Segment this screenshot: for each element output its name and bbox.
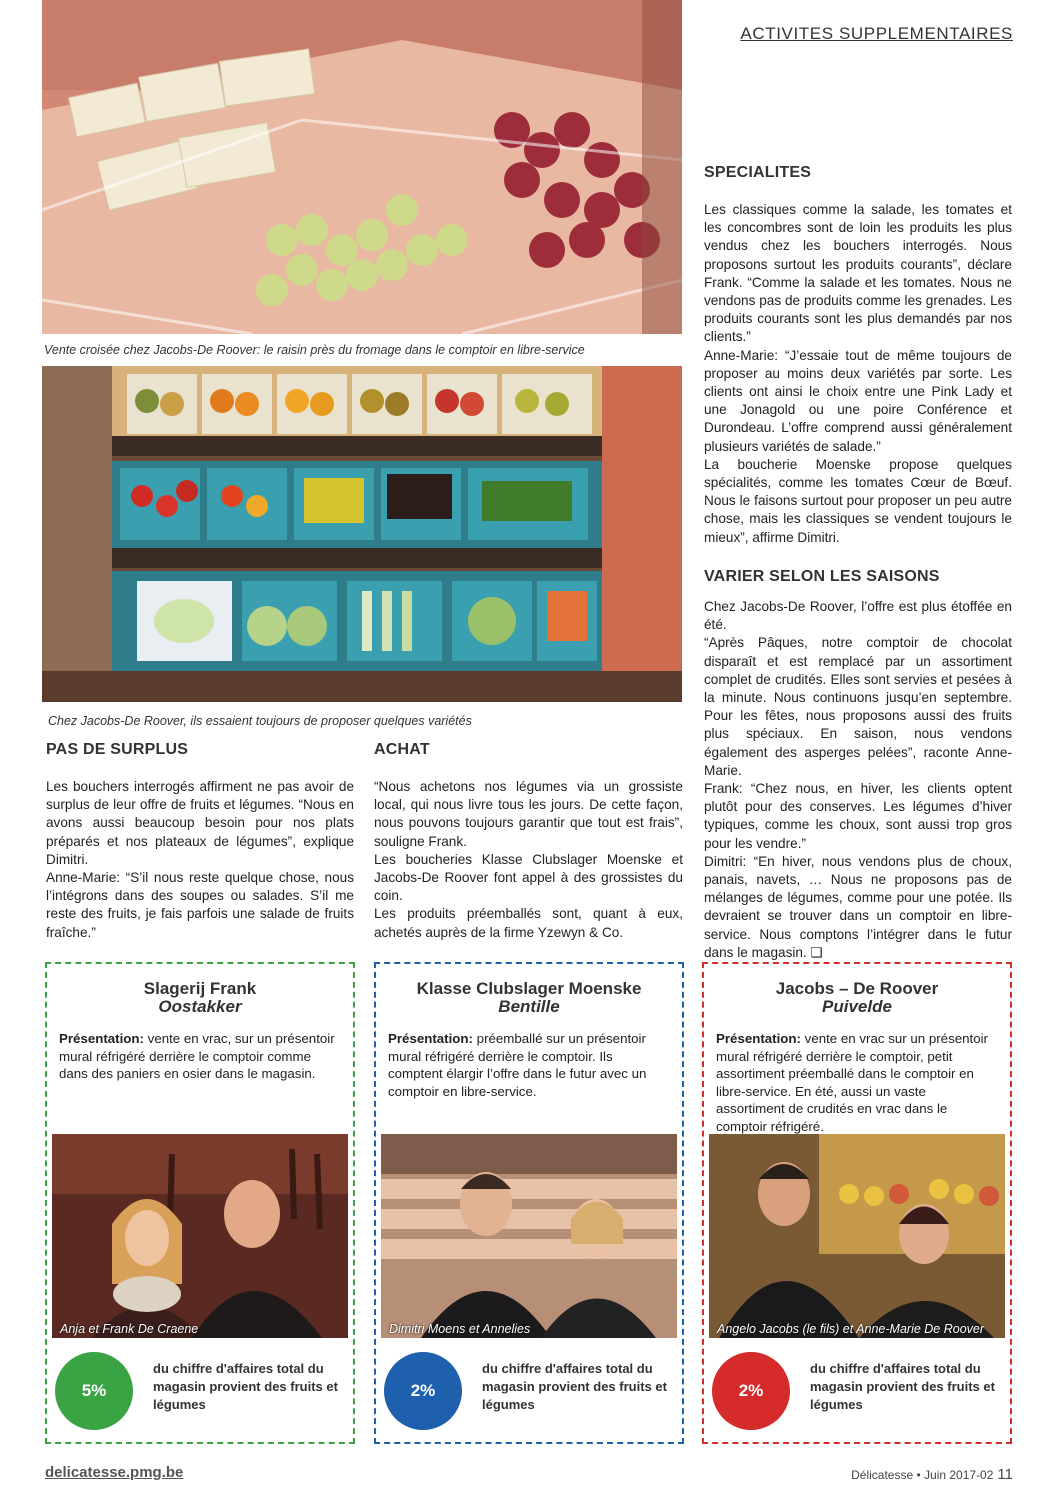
shop-box-jacobs-de-roover (702, 962, 1012, 1444)
paragraph: Frank: “Chez nous, en hiver, les clients optent plutôt pour des conserves. Les légumes d’hiver typiques, comme les choux, sont aussi trop gros pour les vendre.” (704, 781, 1012, 851)
paragraph: La boucherie Moenske propose quelques spécialités, comme les tomates Cœur de Bœuf. Nous le faisons surtout pour proposer un peu autre chose, mais les classiques se vendent toujours le mieux”, affirme Dimitri. (704, 456, 1012, 545)
photo-caption-top: Vente croisée chez Jacobs-De Roover: le raisin près du fromage dans le comptoir en libre-service (44, 343, 585, 357)
website-link[interactable]: delicatesse.pmg.be (45, 1464, 184, 1481)
percentage-badge: 5% (55, 1352, 133, 1430)
shop-name (376, 980, 682, 1016)
article-achat (374, 778, 683, 942)
presentation-label: Présentation: (716, 1031, 801, 1046)
percentage-badge: 2% (384, 1352, 462, 1430)
photo-caption: Dimitri Moens et Annelies (389, 1322, 531, 1336)
article-specialites (704, 201, 1012, 547)
paragraph: Les produits préemballés sont, quant à eux, achetés auprès de la firme Yzewyn & Co. (374, 906, 683, 940)
paragraph: “Après Pâques, notre comptoir de chocolat disparaît et est remplacé par un assortiment complet de crudités. Elles sont servies et pesées à la minute. Nous continuons jusqu’en septembre. Pour les fêtes, nous proposons aussi des fruits plus spéciaux. En saison, nous vendons également des asperges pelées”, raconte Anne-Marie. (704, 635, 1012, 778)
shop-presentation (388, 1030, 670, 1100)
issue-label: Délicatesse • Juin 2017-02 (851, 1468, 994, 1482)
photo-grapes-cheese-display (42, 0, 682, 334)
shop-title: Klasse Clubslager Moenske (416, 979, 642, 998)
percentage-description: du chiffre d'affaires total du magasin provient des fruits et légumes (153, 1361, 338, 1412)
percentage-badge: 2% (712, 1352, 790, 1430)
shop-location: Oostakker (158, 997, 242, 1016)
section-label: ACTIVITES SUPPLEMENTAIRES (740, 24, 1013, 43)
presentation-text: préemballé sur un présentoir mural réfrigéré derrière le comptoir. Ils comptent élargir l’offre dans le futur avec un comptoir en libre-service. (388, 1031, 647, 1099)
shop-location: Bentille (498, 997, 560, 1016)
paragraph: Chez Jacobs-De Roover, l’offre est plus étoffée en été. (704, 599, 1012, 633)
article-varier-selon-les-saisons (704, 598, 1012, 962)
shop-presentation (59, 1030, 341, 1083)
page-footer (851, 1466, 1013, 1483)
shop-photo (709, 1134, 1005, 1338)
paragraph: Anne-Marie: “J’essaie tout de même toujours de proposer au moins deux variétés par sorte. Les clients ont ainsi le choix entre une Pink Lady et une Jonagold ou une poire Conférence et Durondeau. L’offre comprend aussi généralement plusieurs variétés de salade.” (704, 347, 1012, 454)
photo-vegetable-shelves (42, 366, 682, 702)
paragraph: Anne-Marie: “S’il nous reste quelque chose, nous l’intégrons dans des soupes ou salades. S’il me reste des fruits, je fais parfois une salade de fruits fraîche.” (46, 870, 354, 940)
paragraph: Les bouchers interrogés affirment ne pas avoir de surplus de leur offre de fruits et légumes. “Nous en avons aussi beaucoup besoin pour nos plats préparés et nos plateaux de légumes”, explique Dimitri. (46, 779, 354, 867)
paragraph: Les classiques comme la salade, les tomates et les concombres sont de loin les produits les plus vendus chez les bouchers interrogés. Nous proposons surtout les produits courants”, déclare Frank. “Comme la salade et les tomates. Nous ne vendons pas de produits comme les grenades. Les produits courants sont les plus demandés par nos clients.” (704, 202, 1012, 345)
presentation-label: Présentation: (388, 1031, 473, 1046)
paragraph: Dimitri: “En hiver, nous vendons plus de choux, panais, navets, … Nous ne proposons pas de mélanges de légumes, comme pour une potée. Ils devraient se trouver dans un comptoir en libre-service. Nous comptons l’intégrer dans le futur dans le magasin. ❑ (704, 853, 1012, 960)
section-title-achat: ACHAT (374, 741, 430, 758)
shop-name (47, 980, 353, 1016)
photo-caption-middle: Chez Jacobs-De Roover, ils essaient toujours de proposer quelques variétés (48, 714, 472, 728)
paragraph: “Nous achetons nos légumes via un grossiste local, qui nous livre tous les jours. De cette façon, nous pouvons toujours garantir que tout est frais”, souligne Frank. (374, 779, 683, 849)
presentation-text: vente en vrac sur un présentoir mural réfrigéré derrière le comptoir, petit assortiment préemballé dans le comptoir en libre-service. En été, aussi un vaste assortiment de crudités en vrac dans le comptoir réfrigéré. (716, 1031, 988, 1134)
shop-presentation (716, 1030, 998, 1135)
shop-title: Slagerij Frank (143, 979, 257, 998)
section-title-specialites: SPECIALITES (704, 164, 812, 181)
percentage-description: du chiffre d'affaires total du magasin provient des fruits et légumes (810, 1361, 995, 1412)
shop-photo (381, 1134, 677, 1338)
page-number: 11 (997, 1466, 1013, 1483)
shop-box-klasse-clubslager-moenske (374, 962, 684, 1444)
percentage-description: du chiffre d'affaires total du magasin provient des fruits et légumes (482, 1361, 667, 1412)
shop-title: Jacobs – De Roover (775, 979, 939, 998)
paragraph: Les boucheries Klasse Clubslager Moenske et Jacobs-De Roover font appel à des grossistes du coin. (374, 851, 683, 904)
section-title-pas-de-surplus: PAS DE SURPLUS (46, 741, 189, 758)
shop-box-slagerij-frank (45, 962, 355, 1444)
photo-caption: Angelo Jacobs (le fils) et Anne-Marie De Roover (717, 1322, 985, 1336)
article-pas-de-surplus (46, 778, 354, 942)
presentation-text: vente en vrac, sur un présentoir mural réfrigéré derrière le comptoir comme dans des paniers en osier dans le magasin. (59, 1031, 335, 1081)
shop-name (704, 980, 1010, 1016)
shop-location: Puivelde (822, 997, 892, 1016)
shop-photo (52, 1134, 348, 1338)
presentation-label: Présentation: (59, 1031, 144, 1046)
section-title-varier-selon-les-saisons: VARIER SELON LES SAISONS (704, 568, 940, 585)
photo-caption: Anja et Frank De Craene (60, 1322, 199, 1336)
